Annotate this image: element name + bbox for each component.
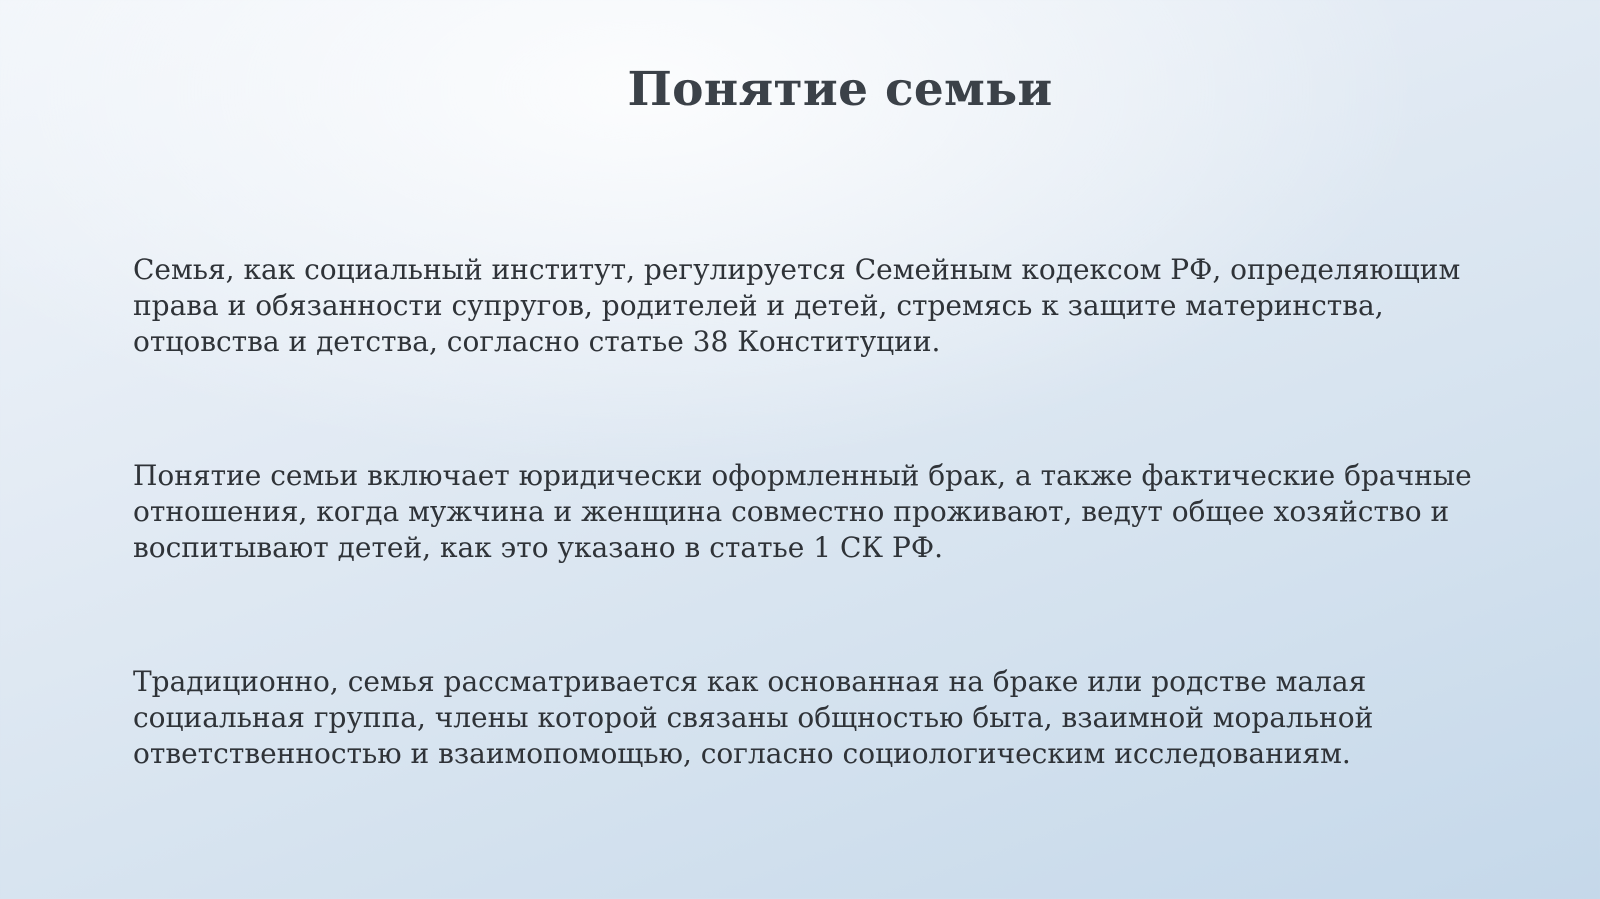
paragraph-family-social-institute: Семья, как социальный институт, регулируется Семейным кодексом РФ, определяющим права и обязанности супругов, родителей и детей, стремясь к защите материнства, отцовства и детства, согласно статье 38 Конституции.: [133, 253, 1461, 358]
paragraph-family-traditional-view: Традиционно, семья рассматривается как основанная на браке или родстве малая социальная группа, члены которой связаны общностью быта, взаимной моральной ответственностью и взаимопомощью, согласно социологическим исследованиям.: [133, 665, 1374, 770]
slide-title: Понятие семьи: [627, 62, 1053, 117]
paragraph-family-definition: Понятие семьи включает юридически оформленный брак, а также фактические брачные отношения, когда мужчина и женщина совместно проживают, ведут общее хозяйство и воспитывают детей, как это указано в статье 1 СК РФ.: [133, 459, 1472, 564]
